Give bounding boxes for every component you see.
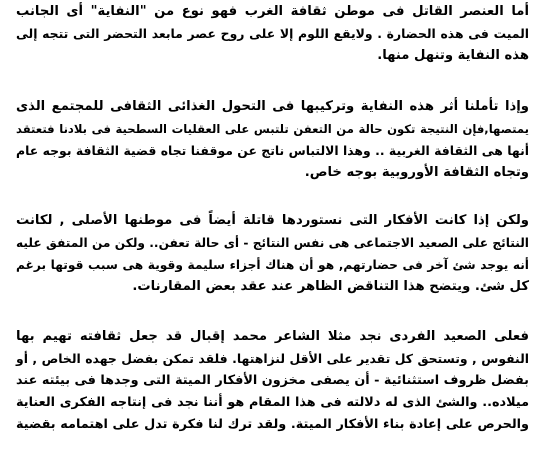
paragraph-2 (16, 96, 529, 184)
text-line: كل شئ. ويتضح هذا التناقض الظاهر عند عقد بعض المقارنات. (132, 279, 529, 294)
text-line: أنها هى الثقافة الغربية .. وهذا الالتباس ناتج عن موقفنا تجاه قضية الثقافة بوجه عام (16, 143, 529, 158)
text-line: وتجاه الثقافة الأوروبية بوجه خاص. (304, 165, 529, 180)
text-line: النتائج على الصعيد الاجتماعى هى نفس النتائج - أى حالة تعفن.. ولكن من المتفق عليه (16, 236, 529, 250)
text-line: وإذا تأملنا أثر هذه النفاية وتركيبها فى التحول الغذائى الثقافى للمجتمع الذى (16, 99, 529, 114)
text-line: ولكن إذا كانت الأفكار التى نستوردها قاتلة أيضاً فى موطنها الأصلى , لكانت (16, 213, 529, 228)
paragraph-3 (16, 210, 529, 298)
text-line: يمتصها,فإن النتيجة تكون حالة من التعفن تلتبس على العقليات السطحية فى بلادنا فتعتقد (16, 122, 529, 136)
text-line: الميت فى هذه الحضارة . ولايقع اللوم إلا على روح عصر مابعد التحضر التى تتجه إلى (16, 26, 529, 41)
text-line: أما العنصر القاتل فى موطن ثقافة الغرب فهو نوع من "النفاية" أى الجانب (16, 4, 529, 19)
text-line: ميلاده.. والشئ الذى له دلالته فى هذا المقام هو أننا نجد فى إنتاجه الفكرى العناية (16, 395, 529, 410)
text-line: فعلى الصعيد الفردى نجد مثلا الشاعر محمد إقبال قد جعل ثقافته تهيم بها (16, 329, 529, 344)
paragraph-1 (16, 1, 529, 67)
text-line: النفوس , وتستحق كل تقدير على الأقل لنزاهتها. فلقد تمكن بفضل جهده الخاص , أو (16, 351, 529, 366)
text-line: هذه النفاية وتنهل منها. (377, 48, 529, 63)
text-line: والحرص على إعادة بناء الأفكار الميتة. ولقد ترك لنا فكرة تدل على اهتمامه بقضية (16, 417, 529, 432)
paragraph-4 (16, 326, 529, 436)
text-line: أنه يوجد شئ آخر فى حضارتهم, هو أن هناك أجزاء سليمة وقوية هى سبب قوتها برغم (16, 258, 529, 272)
text-line: بفضل ظروف استثنائية - أن يصفى مخزون الأفكار الميتة التى وجدها فى بيئته عند (16, 373, 529, 388)
